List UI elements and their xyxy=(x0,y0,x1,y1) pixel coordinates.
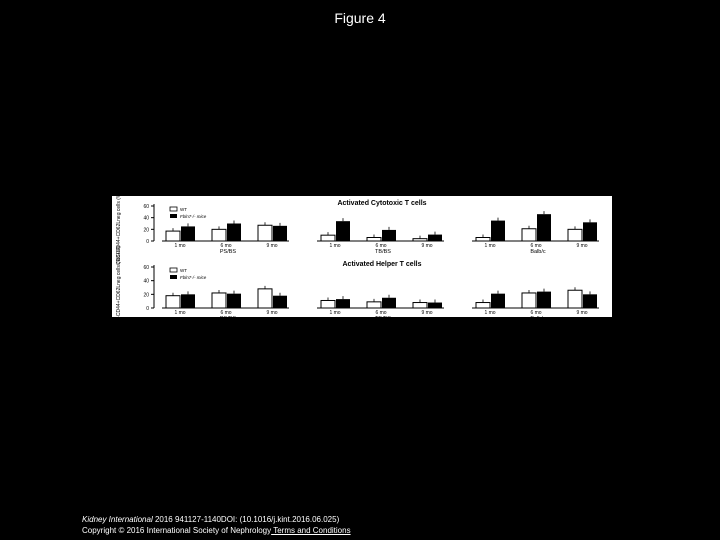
bar-wt xyxy=(166,231,180,241)
bar-ko xyxy=(537,214,551,241)
copyright-text: Copyright © 2016 International Society of Nephrology xyxy=(82,526,272,535)
y-tick-label: 0 xyxy=(146,239,149,245)
bar-ko xyxy=(181,294,195,308)
legend-label-wt: WT xyxy=(180,207,187,212)
group-label: Balb/c xyxy=(530,249,546,255)
y-tick-label: 40 xyxy=(143,215,149,222)
x-tick-label: 1 mo xyxy=(174,243,186,249)
bar-wt xyxy=(258,289,272,308)
x-tick-label: 9 mo xyxy=(421,243,433,249)
group-label: TB/BS xyxy=(375,249,391,255)
group-label: TB/BS xyxy=(375,316,391,322)
figure-panel xyxy=(112,181,612,330)
y-tick-label: 60 xyxy=(143,265,149,271)
x-tick-label: 6 mo xyxy=(220,243,232,249)
bar-wt xyxy=(476,303,490,308)
bar-ko xyxy=(181,226,195,241)
bar-ko xyxy=(583,294,597,308)
bar-ko xyxy=(273,296,287,308)
x-tick-label: 9 mo xyxy=(421,310,433,316)
figure-title: Figure 4 xyxy=(334,10,386,26)
x-tick-label: 9 mo xyxy=(576,243,588,249)
x-tick-label: 1 mo xyxy=(484,310,496,316)
bar-ko xyxy=(227,294,241,308)
bar-wt xyxy=(522,229,536,241)
x-tick-label: 1 mo xyxy=(329,310,341,316)
bar-wt xyxy=(568,229,582,241)
x-tick-label: 6 mo xyxy=(530,243,542,249)
x-tick-label: 6 mo xyxy=(375,243,387,249)
legend-swatch-ko xyxy=(170,275,177,279)
bar-wt xyxy=(258,225,272,241)
group-label: PS/BS xyxy=(219,316,237,322)
chart-title: Activated Cytotoxic T cells xyxy=(337,200,427,207)
legend-swatch-ko xyxy=(170,214,177,218)
citation-details: 2016 941127-1140DOI: (10.1016/j.kint.2016.06.025) xyxy=(152,515,340,524)
legend-label-wt: WT xyxy=(180,268,187,273)
x-tick-label: 9 mo xyxy=(266,243,278,249)
bar-wt xyxy=(212,229,226,241)
x-tick-label: 6 mo xyxy=(220,310,232,316)
journal-name: Kidney International xyxy=(82,515,153,524)
legend-swatch-wt xyxy=(170,207,177,211)
x-tick-label: 1 mo xyxy=(329,243,341,249)
bar-wt xyxy=(367,238,381,242)
bar-wt xyxy=(166,296,180,308)
y-tick-label: 0 xyxy=(146,306,149,312)
y-axis-label: CD8+CD44+CD62Lneg cells (%CD8) xyxy=(116,181,122,266)
bar-ko xyxy=(491,294,505,308)
bar-ko xyxy=(583,222,597,241)
x-tick-label: 1 mo xyxy=(174,310,186,316)
bar-wt xyxy=(212,293,226,308)
bar-wt xyxy=(522,293,536,308)
y-tick-label: 40 xyxy=(143,278,149,285)
legend-label-ko: Fbln7-/- mice xyxy=(180,214,207,219)
bar-ko xyxy=(336,221,350,241)
copyright-line xyxy=(82,525,351,536)
bar-ko xyxy=(428,303,442,308)
bar-ko xyxy=(428,235,442,241)
x-tick-label: 1 mo xyxy=(484,243,496,249)
footer xyxy=(82,514,351,536)
citation-line xyxy=(82,514,351,525)
bar-ko xyxy=(491,221,505,241)
bar-wt xyxy=(568,290,582,308)
bar-ko xyxy=(382,230,396,241)
legend-label-ko: Fbln7-/- mice xyxy=(180,275,207,280)
bar-ko xyxy=(336,299,350,308)
y-tick-label: 20 xyxy=(143,292,149,299)
y-tick-label: 60 xyxy=(143,204,149,210)
group-label: PS/BS xyxy=(219,249,237,255)
bar-wt xyxy=(367,302,381,308)
terms-link[interactable]: Terms and Conditions xyxy=(271,526,351,535)
x-tick-label: 9 mo xyxy=(266,310,278,316)
y-tick-label: 20 xyxy=(143,227,149,234)
bar-charts xyxy=(112,181,612,330)
x-tick-label: 6 mo xyxy=(530,310,542,316)
bar-ko xyxy=(227,224,241,242)
bar-ko xyxy=(382,298,396,308)
y-axis-label: CD4+CD44+CD62Lneg cells (%CD4) xyxy=(116,245,122,330)
bar-ko xyxy=(273,226,287,241)
chart-title: Activated Helper T cells xyxy=(342,261,422,268)
bar-ko xyxy=(537,292,551,308)
bar-wt xyxy=(413,303,427,308)
bar-wt xyxy=(413,239,427,241)
group-label: Balb/c xyxy=(530,316,546,322)
bar-wt xyxy=(321,235,335,241)
bar-wt xyxy=(476,238,490,242)
legend-swatch-wt xyxy=(170,268,177,272)
bar-wt xyxy=(321,300,335,308)
x-tick-label: 9 mo xyxy=(576,310,588,316)
x-tick-label: 6 mo xyxy=(375,310,387,316)
